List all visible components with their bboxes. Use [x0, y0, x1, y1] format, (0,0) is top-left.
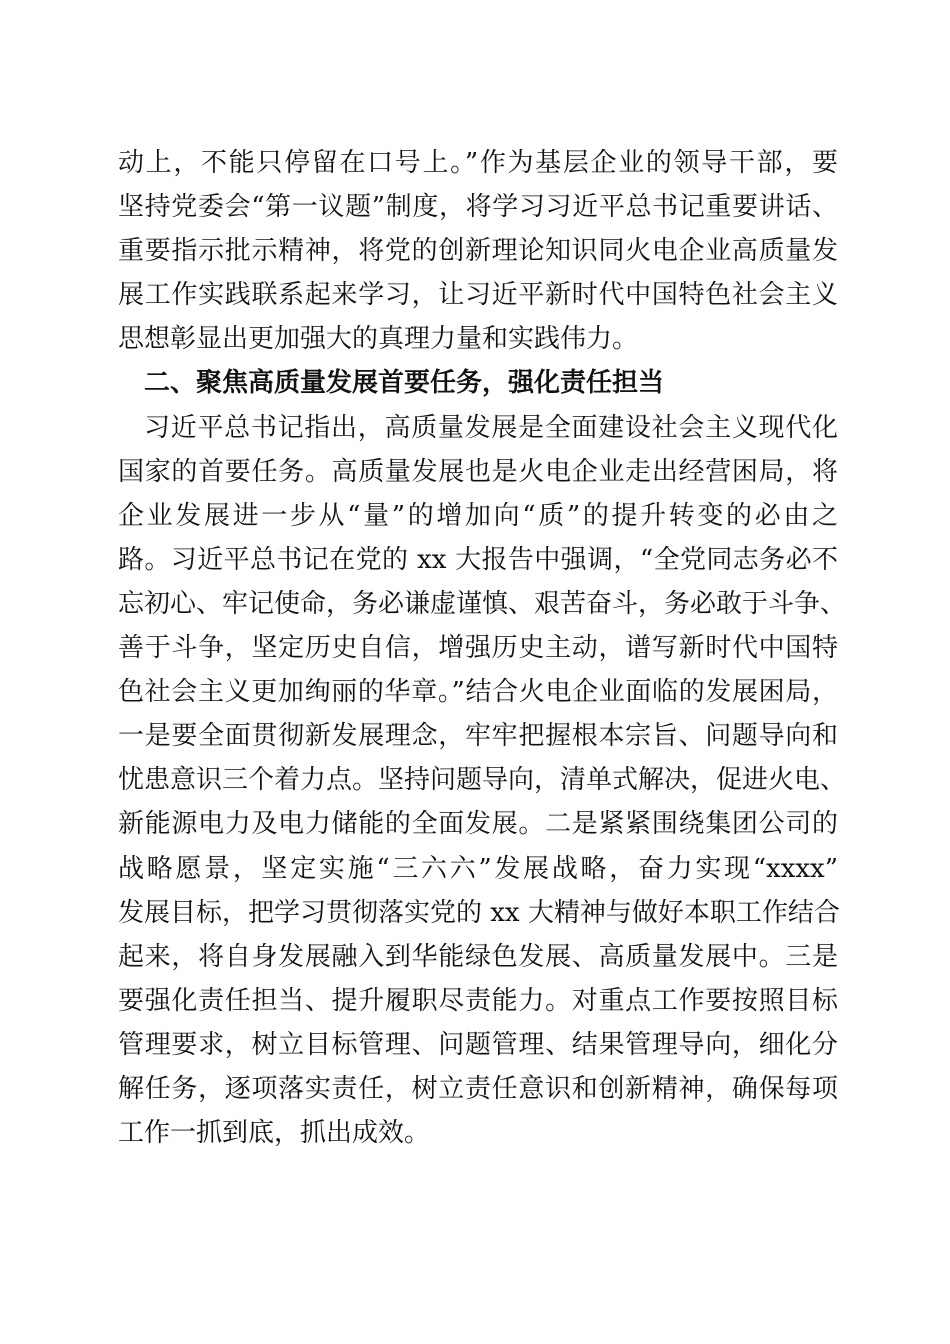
- text-line: 工作一抓到底，抓出成效。: [118, 1118, 431, 1149]
- text-line: 思想彰显出更加强大的真理力量和实践伟力。: [118, 324, 639, 355]
- paragraph-continuation: [118, 141, 838, 361]
- text-line: 企业发展进一步从“量”的增加向“质”的提升转变的必由之: [118, 500, 838, 531]
- text-line: 一是要全面贯彻新发展理念，牢牢把握根本宗旨、问题导向和: [118, 721, 838, 752]
- text-line: 国家的首要任务。高质量发展也是火电企业走出经营困局，将: [118, 456, 838, 487]
- text-line: 展工作实践联系起来学习，让习近平新时代中国特色社会主义: [118, 280, 838, 311]
- section-heading: 二、聚焦高质量发展首要任务，强化责任担当: [144, 368, 665, 399]
- text-line: 起来，将自身发展融入到华能绿色发展、高质量发展中。三是: [118, 941, 838, 972]
- text-line: 发展目标，把学习贯彻落实党的 xx 大精神与做好本职工作结合: [118, 897, 840, 928]
- text-line: 解任务，逐项落实责任，树立责任意识和创新精神，确保每项: [118, 1073, 838, 1104]
- document-body: [118, 141, 847, 1155]
- text-line: 色社会主义更加绚丽的华章。”结合火电企业面临的发展困局，: [118, 677, 838, 708]
- text-line: 忧患意识三个着力点。坚持问题导向，清单式解决，促进火电、: [118, 765, 847, 796]
- text-line: 善于斗争，坚定历史自信，增强历史主动，谱写新时代中国特: [118, 633, 838, 664]
- text-line: 管理要求，树立目标管理、问题管理、结果管理导向，细化分: [118, 1029, 838, 1060]
- text-line: 坚持党委会“第一议题”制度，将学习习近平总书记重要讲话、: [118, 192, 838, 223]
- text-line: 习近平总书记指出，高质量发展是全面建设社会主义现代化: [144, 412, 838, 443]
- text-line: 路。习近平总书记在党的 xx 大报告中强调，“全党同志务必不: [118, 544, 838, 575]
- text-line: 要强化责任担当、提升履职尽责能力。对重点工作要按照目标: [118, 985, 838, 1016]
- text-line: 忘初心、牢记使命，务必谦虚谨慎、艰苦奋斗，务必敢于斗争、: [118, 588, 847, 619]
- section-paragraph: [118, 406, 847, 1156]
- text-line: 动上，不能只停留在口号上。”作为基层企业的领导干部，要: [118, 148, 838, 178]
- text-line: 新能源电力及电力储能的全面发展。二是紧紧围绕集团公司的: [118, 809, 838, 840]
- text-line: 重要指示批示精神，将党的创新理论知识同火电企业高质量发: [118, 236, 838, 267]
- text-line: 战略愿景，坚定实施“三六六”发展战略，奋力实现“xxxx”: [118, 853, 838, 884]
